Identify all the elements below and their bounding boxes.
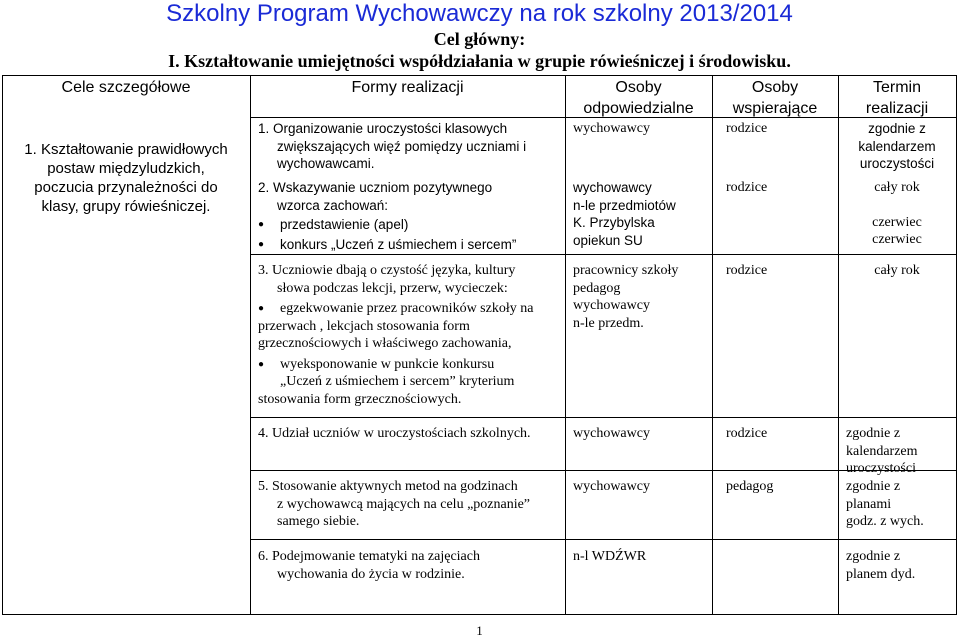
- list-item: ● konkurs „Uczeń z uśmiechem i sercem”: [258, 236, 563, 254]
- row4-term: zgodnie z kalendarzem uroczystości: [846, 426, 918, 476]
- row-divider-4: [250, 539, 957, 540]
- list-item: ● egzekwowanie przez pracowników szkoły na: [258, 300, 563, 318]
- table-top-border: [2, 75, 957, 76]
- row5-forms: 5. Stosowanie aktywnych metod na godzinach z wychowawcą mających na celu „poznanie” samego siebie.: [258, 479, 531, 529]
- col-divider-3: [712, 75, 713, 615]
- list-item: ● wyeksponowanie w punkcie konkursu: [258, 356, 563, 374]
- row1-responsible: wychowawcy: [573, 121, 650, 136]
- document-title: Szkolny Program Wychowawczy na rok szkolny 2013/2014: [166, 0, 793, 27]
- row4-forms: 4. Udział uczniów w uroczystościach szkolnych.: [258, 426, 531, 441]
- row3-term: cały rok: [874, 263, 920, 278]
- row4-responsible: wychowawcy: [573, 426, 650, 441]
- main-goal: I. Kształtowanie umiejętności współdziałania w grupie rówieśniczej i środowisku.: [168, 51, 791, 71]
- row1-forms: 1. Organizowanie uroczystości klasowych zwiększających więź pomiędzy uczniami i wychowawcami.: [258, 121, 527, 171]
- header-goals: Cele szczegółowe: [61, 79, 191, 96]
- row6-responsible: n-l WDŹWR: [573, 549, 647, 564]
- row5-supporting: pedagog: [726, 479, 774, 494]
- row1-supporting: rodzice: [726, 121, 768, 136]
- document-subtitle: Cel główny:: [433, 29, 526, 49]
- col-divider-1: [250, 75, 251, 615]
- row2-responsible: wychowawcy n-le przedmiotów K. Przybylska opiekun SU: [573, 180, 676, 248]
- header-forms: Formy realizacji: [351, 79, 464, 96]
- row-divider-1: [250, 254, 957, 255]
- row3-supporting: rodzice: [726, 263, 768, 278]
- header-term: Termin realizacji: [865, 79, 929, 117]
- row5-term: zgodnie z planami godz. z wych.: [846, 479, 924, 529]
- row3-forms: 3. Uczniowie dbają o czystość języka, kultury słowa podczas lekcji, przerw, wycieczek: ● egzekwowanie przez pracowników szkoły na przerwach , lekcjach stosowania form grzecznościowych i właściwego zachowania, ● wyeksponowanie w punkcie konkursu „Uczeń z uśmiechem i sercem” kryterium stosowania form grzecznościowych.: [258, 262, 563, 408]
- row6-term: zgodnie z planem dyd.: [846, 549, 916, 582]
- row1-term: zgodnie z kalendarzem uroczystości: [858, 121, 936, 171]
- row6-forms: 6. Podejmowanie tematyki na zajęciach wychowania do życia w rodzinie.: [258, 549, 480, 582]
- col-divider-2: [565, 75, 566, 615]
- list-item: ● przedstawienie (apel): [258, 216, 563, 234]
- header-responsible: Osoby odpowiedzialne: [583, 79, 694, 117]
- page-number: 1: [476, 623, 483, 638]
- row2-term: cały rok czerwiec czerwiec: [872, 180, 922, 247]
- table-right-border: [956, 75, 957, 615]
- row3-responsible: pracownicy szkoły pedagog wychowawcy n-le przedm.: [573, 263, 679, 331]
- row4-supporting: rodzice: [726, 426, 768, 441]
- row2-supporting: rodzice: [726, 180, 768, 195]
- row5-responsible: wychowawcy: [573, 479, 650, 494]
- row-divider-2: [250, 417, 957, 418]
- header-supporting: Osoby wspierające: [732, 79, 818, 117]
- goal-cell: 1. Kształtowanie prawidłowych postaw międzyludzkich, poczucia przynależności do klasy, grupy rówieśniczej.: [24, 141, 228, 215]
- row2-forms: 2. Wskazywanie uczniom pozytywnego wzorca zachowań: ● przedstawienie (apel) ● konkurs „Uczeń z uśmiechem i sercem”: [258, 179, 563, 253]
- table-bottom-border: [2, 614, 957, 615]
